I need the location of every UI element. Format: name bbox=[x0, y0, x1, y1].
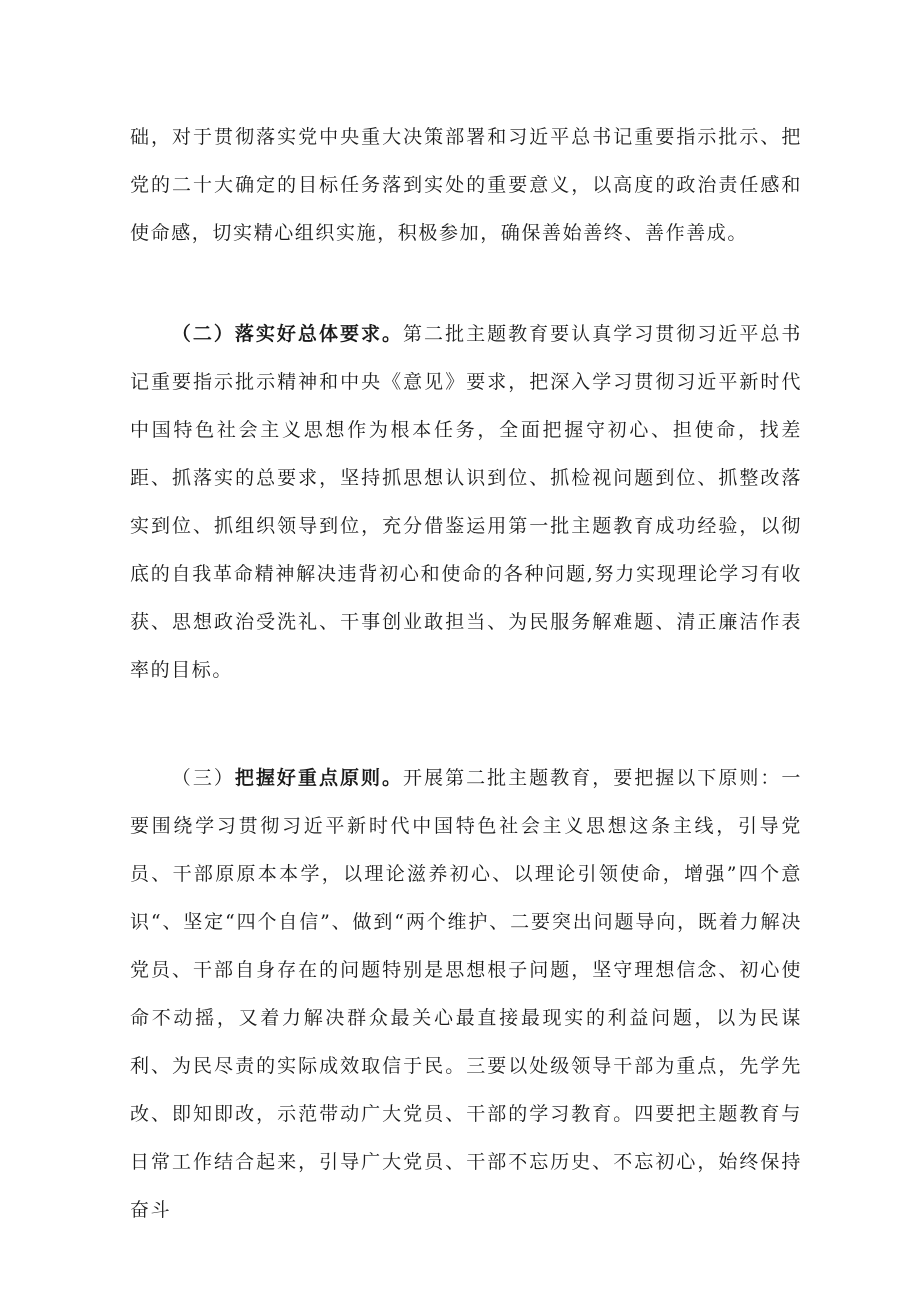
paragraph-overall-requirements bbox=[130, 310, 802, 694]
document-body bbox=[130, 113, 802, 1234]
paragraph-continuation bbox=[130, 113, 802, 257]
section-heading-3: 把握好重点原则。 bbox=[234, 767, 404, 789]
paragraph-text: 第二批主题教育要认真学习贯彻习近平总书记重要指示批示精神和中央《意见》要求，把深入学习贯彻习近平新时代中国特色社会主义思想作为根本任务，全面把握守初心、担使命，找差距、抓落实的总要求，坚持抓思想认识到位、抓检视问题到位、抓整改落实到位、抓组织领导到位，充分借鉴运用第一批主题教育成功经验，以彻底的自我革命精神解决违背初心和使命的各种问题,努力实现理论学习有收获、思想政治受洗礼、干事创业敢担当、为民服务解难题、清正廉洁作表率的目标。 bbox=[130, 323, 802, 681]
section-heading-prefix: （三） bbox=[171, 767, 235, 789]
paragraph-text: 础，对于贯彻落实党中央重大决策部署和习近平总书记重要指示批示、把党的二十大确定的目标任务落到实处的重要意义，以高度的政治责任感和使命感，切实精心组织实施，积极参加，确保善始善终、善作善成。 bbox=[130, 126, 802, 244]
section-heading-2: （二）落实好总体要求。 bbox=[171, 323, 404, 345]
paragraph-spacer bbox=[130, 257, 802, 310]
paragraph-key-principles bbox=[130, 754, 802, 1234]
paragraph-text: 开展第二批主题教育，要把握以下原则：一要围绕学习贯彻习近平新时代中国特色社会主义思想这条主线，引导党员、干部原原本本学，以理论滋养初心、以理论引领使命，增强”四个意识“、坚定“四个自信”、做到“两个维护、二要突出问题导向，既着力解决党员、干部自身存在的问题特别是思想根子问题，坚守理想信念、初心使命不动摇，又着力解决群众最关心最直接最现实的利益问题，以为民谋利、为民尽责的实际成效取信于民。三要以处级领导干部为重点，先学先改、即知即改，示范带动广大党员、干部的学习教育。四要把主题教育与日常工作结合起来，引导广大党员、干部不忘历史、不忘初心，始终保持奋斗 bbox=[130, 767, 802, 1221]
paragraph-spacer bbox=[130, 694, 802, 754]
